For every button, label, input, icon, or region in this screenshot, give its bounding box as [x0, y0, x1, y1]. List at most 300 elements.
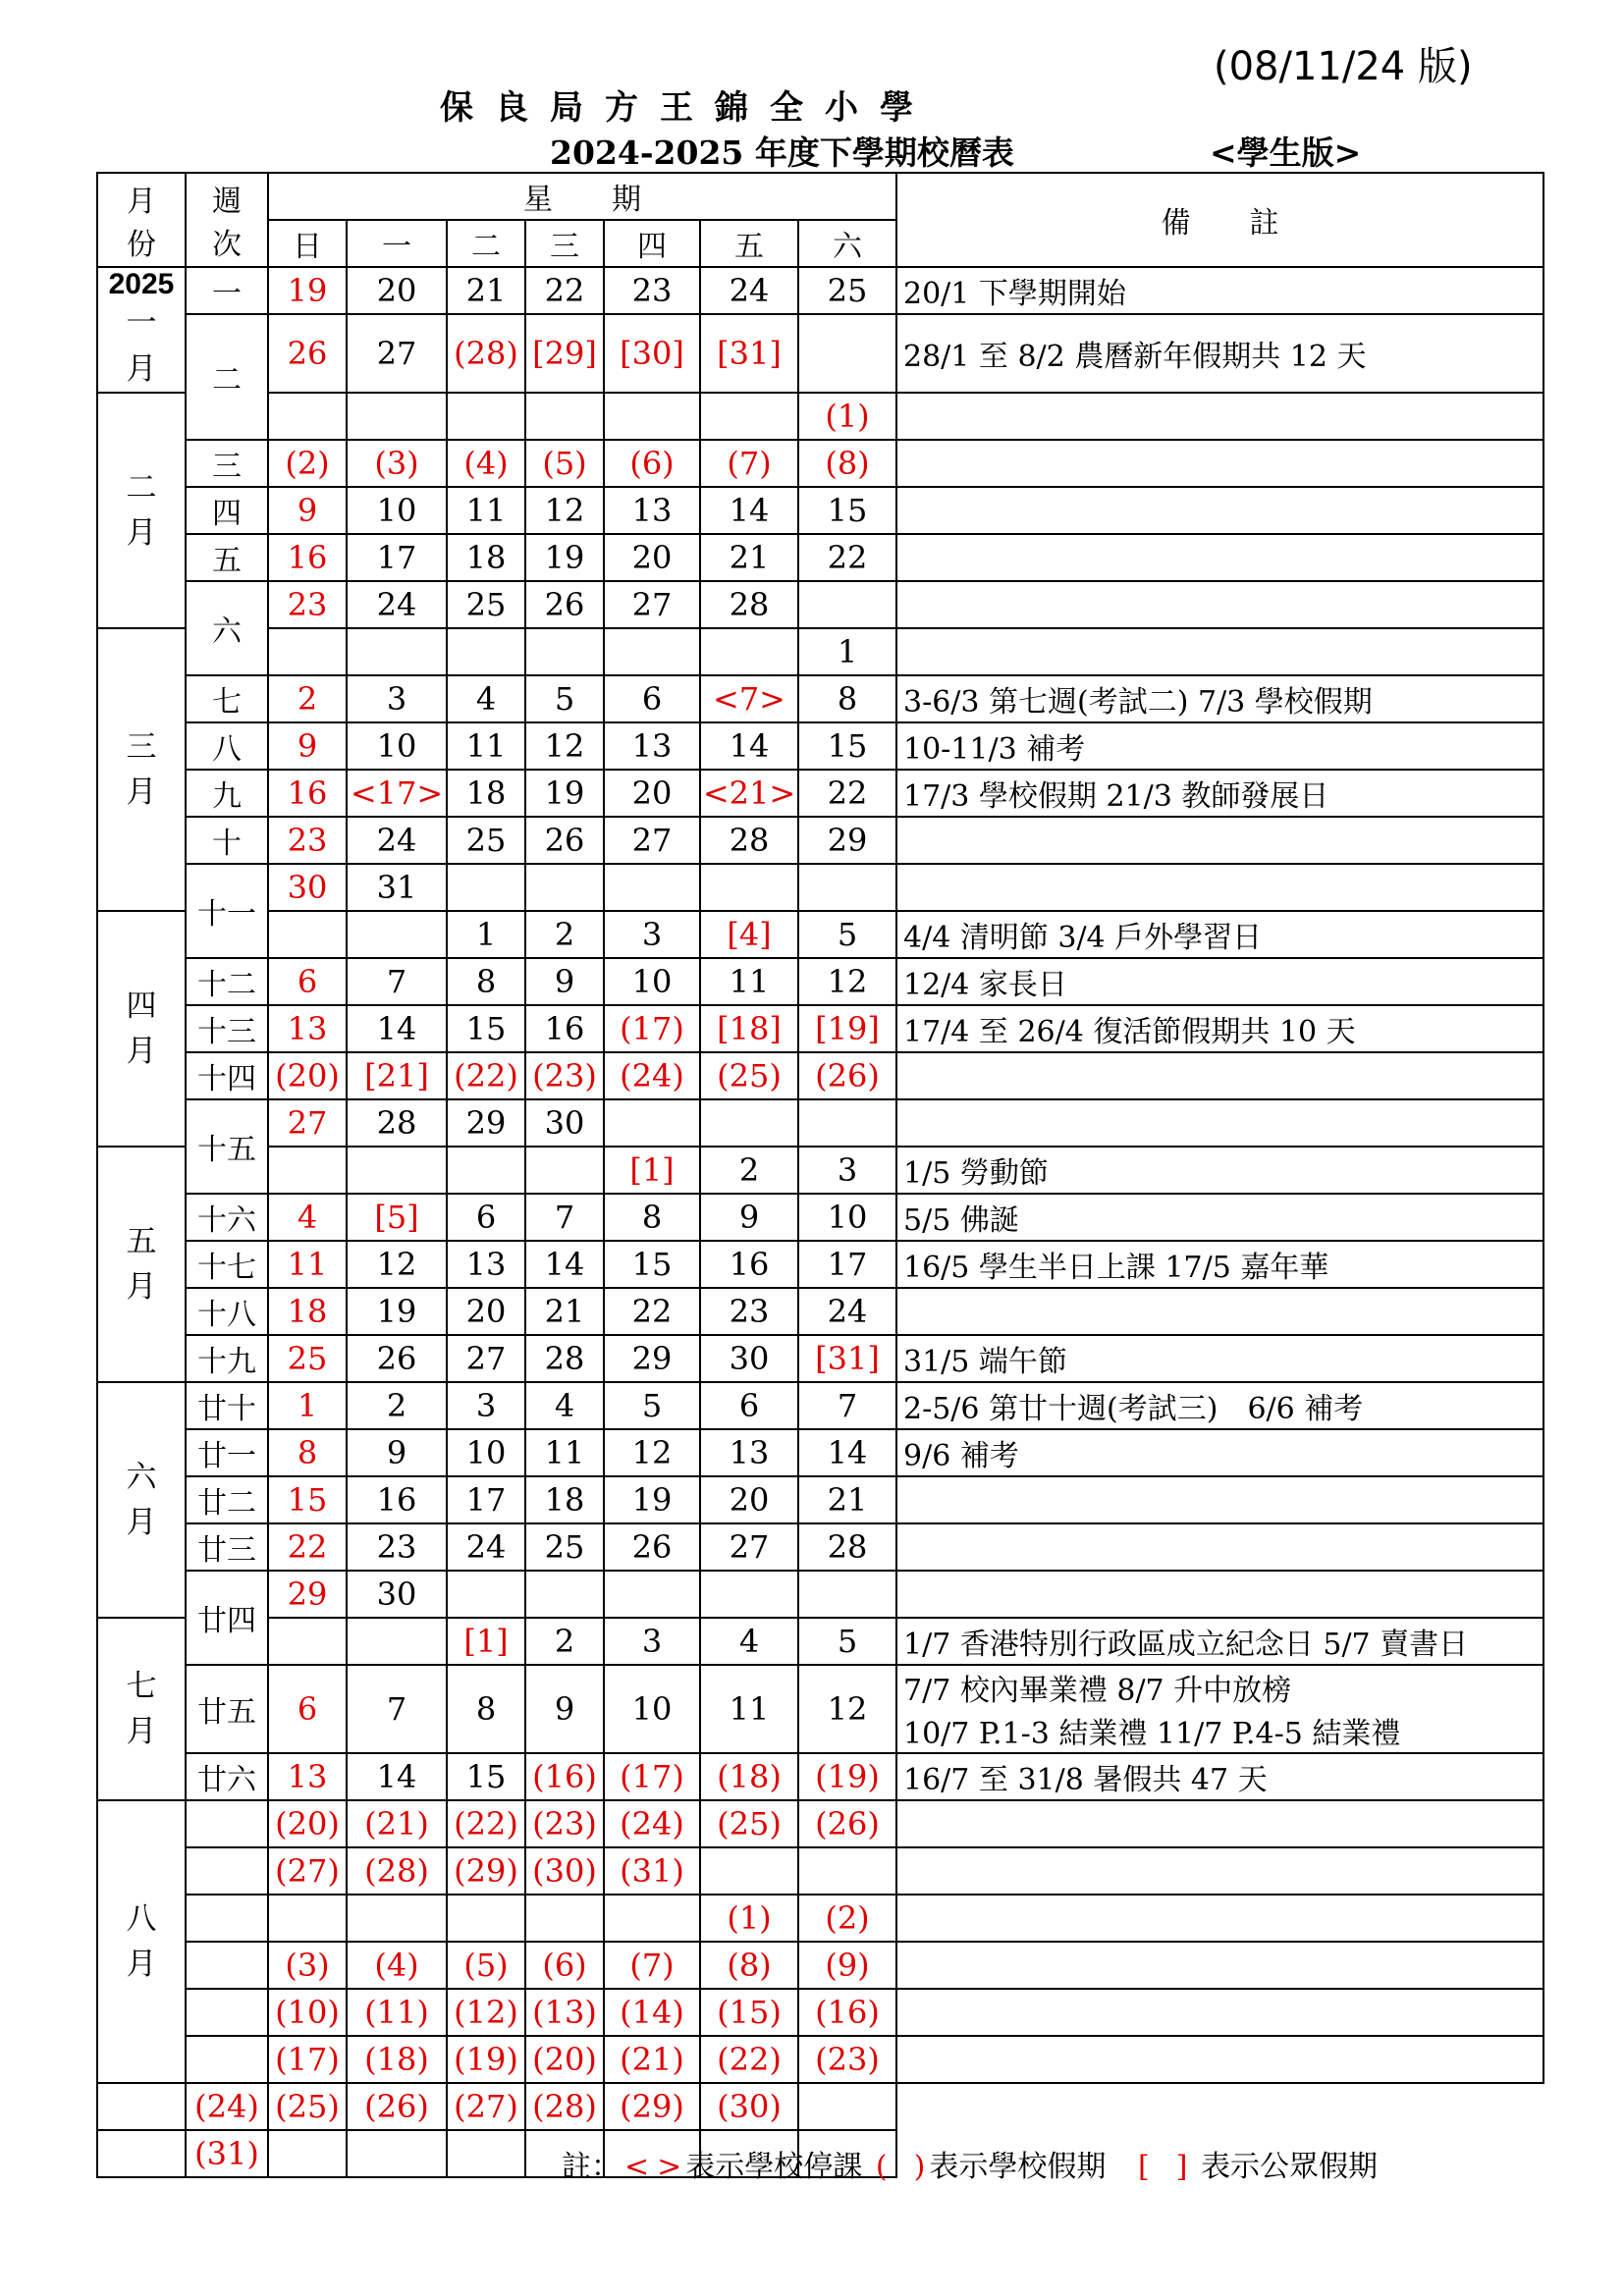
week-cell: 三	[186, 440, 268, 487]
calendar-row	[97, 487, 1543, 534]
day-cell: (23)	[525, 1800, 604, 1847]
day-cell: (23)	[798, 2036, 896, 2083]
day-cell: (20)	[525, 2036, 604, 2083]
day-cell	[268, 393, 347, 440]
week-cell: 八	[186, 722, 268, 770]
day-cell: 18	[447, 534, 525, 581]
day-cell: 17	[347, 534, 447, 581]
remark-text: 20/1 下學期開始	[903, 277, 1126, 311]
day-cell: 22	[798, 534, 896, 581]
remark-cell	[896, 1753, 1543, 1800]
day-cell: (3)	[268, 1942, 347, 1989]
day-cell: 9	[347, 1429, 447, 1476]
remark-cell	[896, 1147, 1543, 1194]
day-cell: [21]	[347, 1052, 447, 1099]
calendar-row	[97, 267, 1543, 314]
month-suffix: 月	[126, 1714, 157, 1749]
calendar-row	[97, 1052, 1543, 1099]
day-cell: (4)	[447, 440, 525, 487]
day-cell: (31)	[604, 1847, 700, 1895]
month-header-line-2: 份	[127, 228, 156, 262]
day-cell: (3)	[347, 440, 447, 487]
public-text: 表示公眾假期	[1201, 2150, 1379, 2184]
calendar-row	[97, 1665, 1543, 1753]
day-cell: [1]	[604, 1147, 700, 1194]
day-cell: 6	[268, 958, 347, 1005]
calendar-row	[97, 1523, 1543, 1571]
remark-text: 10/7 P.1-3 結業禮 11/7 P.4-5 結業禮	[903, 1717, 1401, 1751]
month-cell	[97, 1382, 186, 1618]
calendar-row	[97, 1147, 1543, 1194]
day-cell: 27	[447, 1335, 525, 1382]
week-cell	[186, 1800, 268, 1847]
stop-symbol-close: >	[657, 2150, 682, 2184]
day-cell	[798, 314, 896, 393]
day-cell: (6)	[604, 440, 700, 487]
day-cell: 11	[700, 1665, 798, 1753]
day-cell: 6	[604, 675, 700, 722]
remark-text: 4/4 清明節 3/4 戶外學習日	[903, 921, 1263, 955]
day-cell: 8	[447, 1665, 525, 1753]
day-cell: (25)	[700, 1052, 798, 1099]
day-cell	[525, 1147, 604, 1194]
day-cell: (31)	[186, 2130, 268, 2177]
day-cell	[525, 1895, 604, 1942]
week-cell: 廿二	[186, 1476, 268, 1523]
day-cell: (30)	[525, 1847, 604, 1895]
remark-cell	[896, 534, 1543, 581]
day-cell: 11	[268, 1241, 347, 1288]
day-cell: 9	[700, 1194, 798, 1241]
public-symbol-close: ]	[1175, 2150, 1188, 2184]
day-cell: [29]	[525, 314, 604, 393]
day-cell: 18	[268, 1288, 347, 1335]
day-cell: (22)	[447, 1800, 525, 1847]
month-suffix: 月	[126, 1269, 157, 1305]
week-cell: 十六	[186, 1194, 268, 1241]
month-name: 三	[126, 728, 157, 765]
day-cell: 24	[347, 581, 447, 628]
day-cell: (17)	[268, 2036, 347, 2083]
day-cell: (24)	[186, 2083, 268, 2130]
day-cell: 26	[525, 817, 604, 864]
day-cell: 15	[268, 1476, 347, 1523]
day-cell: 25	[447, 581, 525, 628]
day-cell: 16	[347, 1476, 447, 1523]
day-header-wed: 三	[525, 220, 604, 267]
day-cell: 22	[604, 1288, 700, 1335]
remark-cell	[896, 1382, 1543, 1429]
month-name: 六	[126, 1459, 157, 1495]
remark-text: 1/7 香港特別行政區成立紀念日 5/7 賣書日	[903, 1628, 1469, 1662]
remark-cell	[896, 440, 1543, 487]
day-cell: 1	[268, 1382, 347, 1429]
day-cell: 20	[700, 1476, 798, 1523]
week-cell: 十	[186, 817, 268, 864]
day-cell: 16	[700, 1241, 798, 1288]
footnote-prefix: 註：	[562, 2150, 621, 2184]
day-cell: 6	[700, 1382, 798, 1429]
day-cell: [19]	[798, 1005, 896, 1052]
day-cell: 3	[347, 675, 447, 722]
day-cell: 29	[604, 1335, 700, 1382]
calendar-row	[97, 628, 1543, 675]
day-cell: 23	[268, 581, 347, 628]
calendar-row	[97, 1099, 1543, 1147]
day-cell: 23	[604, 267, 700, 314]
day-cell: [31]	[700, 314, 798, 393]
day-cell: 22	[268, 1523, 347, 1571]
day-cell	[268, 2130, 347, 2177]
day-cell: 17	[447, 1476, 525, 1523]
calendar-row	[97, 1241, 1543, 1288]
day-cell	[268, 1895, 347, 1942]
month-header	[97, 173, 186, 267]
day-cell	[268, 911, 347, 958]
day-cell: <7>	[700, 675, 798, 722]
calendar-row	[97, 1194, 1543, 1241]
day-cell	[604, 393, 700, 440]
remark-cell	[896, 1099, 1543, 1147]
day-cell	[604, 1571, 700, 1618]
day-header-fri: 五	[700, 220, 798, 267]
day-cell: 2	[347, 1382, 447, 1429]
day-cell: 2	[700, 1147, 798, 1194]
day-cell	[268, 628, 347, 675]
remark-text: 9/6 補考	[903, 1439, 1019, 1473]
day-cell: 10	[798, 1194, 896, 1241]
day-cell: 11	[447, 722, 525, 770]
day-cell: 4	[268, 1194, 347, 1241]
day-cell: (28)	[447, 314, 525, 393]
day-cell: 10	[347, 722, 447, 770]
day-cell	[798, 581, 896, 628]
remark-cell	[896, 1942, 1543, 1989]
day-header-tue: 二	[447, 220, 525, 267]
week-cell	[186, 1942, 268, 1989]
day-cell	[347, 1618, 447, 1665]
month-cell	[97, 1618, 186, 1800]
day-cell: 15	[798, 722, 896, 770]
day-cell: (22)	[447, 1052, 525, 1099]
day-cell: (13)	[525, 1989, 604, 2036]
month-name: 七	[126, 1668, 157, 1704]
day-cell: 10	[604, 958, 700, 1005]
week-cell: 十四	[186, 1052, 268, 1099]
day-cell: (25)	[268, 2083, 347, 2130]
day-cell: 3	[798, 1147, 896, 1194]
day-cell	[700, 628, 798, 675]
remark-cell	[896, 1989, 1543, 2036]
day-cell: 24	[798, 1288, 896, 1335]
day-cell: (7)	[700, 440, 798, 487]
week-cell	[186, 1847, 268, 1895]
day-cell: 28	[347, 1099, 447, 1147]
remark-cell	[896, 911, 1543, 958]
day-cell: 27	[268, 1099, 347, 1147]
day-cell	[604, 1099, 700, 1147]
remark-cell	[896, 958, 1543, 1005]
day-cell: (8)	[700, 1942, 798, 1989]
week-cell: 十三	[186, 1005, 268, 1052]
day-cell: 25	[447, 817, 525, 864]
calendar-row	[97, 534, 1543, 581]
day-cell: (18)	[700, 1753, 798, 1800]
calendar-row	[97, 1382, 1543, 1429]
month-cell	[97, 267, 186, 393]
stop-symbol-open: <	[624, 2150, 650, 2184]
day-header-thu: 四	[604, 220, 700, 267]
day-cell: 12	[525, 722, 604, 770]
calendar-row	[97, 770, 1543, 817]
day-cell: 11	[700, 958, 798, 1005]
week-header-line-1: 週	[212, 185, 242, 219]
remark-cell	[896, 1847, 1543, 1895]
remark-cell	[896, 817, 1543, 864]
remark-cell	[896, 1288, 1543, 1335]
day-cell: 12	[347, 1241, 447, 1288]
day-cell: 28	[700, 817, 798, 864]
day-cell: (11)	[347, 1989, 447, 2036]
day-cell: 15	[604, 1241, 700, 1288]
day-cell: 28	[798, 1523, 896, 1571]
day-cell: 25	[268, 1335, 347, 1382]
day-cell: 13	[447, 1241, 525, 1288]
day-cell: 20	[447, 1288, 525, 1335]
calendar-row	[97, 1895, 1543, 1942]
remark-text: 17/4 至 26/4 復活節假期共 10 天	[903, 1015, 1356, 1049]
day-cell: 8	[447, 958, 525, 1005]
stop-text: 表示學校停課	[685, 2150, 863, 2184]
calendar-row	[97, 1753, 1543, 1800]
day-cell: 22	[525, 267, 604, 314]
day-cell	[347, 628, 447, 675]
calendar-row	[97, 314, 1543, 393]
remark-cell	[896, 1052, 1543, 1099]
day-cell: 8	[798, 675, 896, 722]
day-cell: 26	[525, 581, 604, 628]
day-cell	[525, 628, 604, 675]
month-suffix: 月	[126, 1505, 157, 1540]
remark-cell	[896, 581, 1543, 628]
calendar-row	[97, 911, 1543, 958]
day-cell: (12)	[447, 1989, 525, 2036]
footnote	[562, 2142, 1378, 2185]
month-suffix: 月	[126, 350, 157, 387]
day-cell	[447, 864, 525, 911]
calendar-row	[97, 393, 1543, 440]
edition-label: <學生版>	[1210, 133, 1362, 172]
day-cell: 20	[604, 770, 700, 817]
month-name: 八	[126, 1900, 157, 1937]
remark-cell	[798, 2083, 896, 2130]
day-cell: 12	[604, 1429, 700, 1476]
week-cell: 十八	[186, 1288, 268, 1335]
day-cell: (16)	[798, 1989, 896, 2036]
remark-text: 28/1 至 8/2 農曆新年假期共 12 天	[903, 340, 1367, 374]
remark-cell	[896, 1194, 1543, 1241]
day-header-sun: 日	[268, 220, 347, 267]
day-cell: 21	[700, 534, 798, 581]
remark-text: 3-6/3 第七週(考試二) 7/3 學校假期	[903, 685, 1373, 720]
day-cell: 20	[604, 534, 700, 581]
day-cell: 1	[798, 628, 896, 675]
day-cell	[700, 1847, 798, 1895]
day-cell: 27	[347, 314, 447, 393]
day-cell: 27	[700, 1523, 798, 1571]
calendar-row	[97, 864, 1543, 911]
remark-text: 12/4 家長日	[903, 968, 1067, 1002]
calendar-row	[97, 2036, 1543, 2083]
remark-cell	[896, 1241, 1543, 1288]
day-cell: (15)	[700, 1989, 798, 2036]
day-cell: 20	[347, 267, 447, 314]
day-cell: (20)	[268, 1800, 347, 1847]
day-cell: 2	[525, 911, 604, 958]
month-suffix: 月	[126, 1947, 157, 1982]
day-cell: 30	[525, 1099, 604, 1147]
day-cell: 2	[268, 675, 347, 722]
day-cell: (26)	[798, 1052, 896, 1099]
remark-cell	[896, 1523, 1543, 1571]
calendar-row	[97, 1429, 1543, 1476]
day-cell: 14	[525, 1241, 604, 1288]
week-cell: 十五	[186, 1099, 268, 1194]
day-cell: (9)	[798, 1942, 896, 1989]
calendar-row	[97, 958, 1543, 1005]
year-label: 2025	[108, 268, 175, 300]
day-cell: 12	[798, 1665, 896, 1753]
day-cell: 3	[604, 911, 700, 958]
week-cell: 十七	[186, 1241, 268, 1288]
day-cell	[798, 1571, 896, 1618]
week-cell: 十九	[186, 1335, 268, 1382]
day-cell: 19	[525, 534, 604, 581]
day-cell: (21)	[604, 2036, 700, 2083]
calendar-row	[97, 2083, 1543, 2130]
remark-cell	[896, 393, 1543, 440]
day-cell: 18	[525, 1476, 604, 1523]
day-cell	[604, 1895, 700, 1942]
weekday-group-header: 星 期	[268, 173, 896, 220]
week-cell: 廿三	[186, 1523, 268, 1571]
week-cell: 十二	[186, 958, 268, 1005]
week-cell: 四	[186, 487, 268, 534]
day-cell: (26)	[347, 2083, 447, 2130]
day-cell: 15	[447, 1005, 525, 1052]
calendar-row	[97, 1618, 1543, 1665]
remark-text: 5/5 佛誕	[903, 1203, 1019, 1238]
month-name: 五	[126, 1223, 157, 1259]
remark-text: 2-5/6 第廿十週(考試三) 6/6 補考	[903, 1392, 1364, 1426]
day-cell: [30]	[604, 314, 700, 393]
holiday-symbol-open: (	[875, 2150, 888, 2184]
day-cell: (29)	[447, 1847, 525, 1895]
day-cell: (22)	[700, 2036, 798, 2083]
day-cell: 10	[347, 487, 447, 534]
holiday-text: 表示學校假期	[929, 2150, 1107, 2184]
day-cell: 6	[268, 1665, 347, 1753]
day-cell: 24	[700, 267, 798, 314]
day-cell: 23	[347, 1523, 447, 1571]
day-cell: <21>	[700, 770, 798, 817]
month-cell	[97, 393, 186, 628]
remark-text: 10-11/3 補考	[903, 732, 1086, 767]
day-cell: 12	[525, 487, 604, 534]
remark-text: 16/5 學生半日上課 17/5 嘉年華	[903, 1251, 1329, 1285]
day-cell	[700, 1571, 798, 1618]
day-cell: 28	[525, 1335, 604, 1382]
remark-cell	[896, 628, 1543, 675]
week-cell: 廿一	[186, 1429, 268, 1476]
day-cell: (4)	[347, 1942, 447, 1989]
day-cell	[347, 1895, 447, 1942]
day-cell: 2	[525, 1618, 604, 1665]
week-header	[186, 173, 268, 267]
day-cell	[798, 864, 896, 911]
week-cell: 廿五	[186, 1665, 268, 1753]
week-cell	[186, 1895, 268, 1942]
week-cell: 六	[186, 581, 268, 675]
day-cell	[447, 2130, 525, 2177]
calendar-row	[97, 1288, 1543, 1335]
remark-cell	[896, 1476, 1543, 1523]
day-cell: 23	[268, 817, 347, 864]
day-cell: 8	[604, 1194, 700, 1241]
day-cell: 31	[347, 864, 447, 911]
week-cell: 廿六	[186, 1753, 268, 1800]
remark-cell	[896, 1665, 1543, 1753]
week-cell: 十一	[186, 864, 268, 958]
month-name: 二	[126, 469, 157, 506]
public-symbol-open: [	[1137, 2150, 1150, 2184]
day-cell: 3	[447, 1382, 525, 1429]
day-cell: 5	[604, 1382, 700, 1429]
day-cell: (16)	[525, 1753, 604, 1800]
remark-cell	[896, 1429, 1543, 1476]
remark-cell	[896, 722, 1543, 770]
day-cell	[447, 1571, 525, 1618]
day-cell: (30)	[700, 2083, 798, 2130]
day-cell: 5	[798, 1618, 896, 1665]
calendar-row	[97, 1800, 1543, 1847]
month-header-line-1: 月	[127, 185, 156, 219]
day-cell: 17	[798, 1241, 896, 1288]
day-cell: 14	[798, 1429, 896, 1476]
day-cell: 9	[268, 487, 347, 534]
day-cell	[798, 1099, 896, 1147]
day-cell: 16	[268, 770, 347, 817]
day-cell	[347, 1147, 447, 1194]
week-cell: 一	[186, 267, 268, 314]
day-cell: (1)	[798, 393, 896, 440]
day-cell: (17)	[604, 1753, 700, 1800]
header-row-1	[97, 173, 1543, 220]
month-cell	[97, 1800, 186, 2083]
day-cell: (5)	[525, 440, 604, 487]
week-cell	[97, 2130, 186, 2177]
day-header-sat: 六	[798, 220, 896, 267]
day-cell: 8	[268, 1429, 347, 1476]
day-cell: 24	[447, 1523, 525, 1571]
day-cell: 29	[268, 1571, 347, 1618]
calendar-row	[97, 1847, 1543, 1895]
day-cell: [4]	[700, 911, 798, 958]
calendar-row	[97, 581, 1543, 628]
day-cell: 14	[347, 1753, 447, 1800]
day-cell: 14	[700, 722, 798, 770]
day-cell: 7	[525, 1194, 604, 1241]
